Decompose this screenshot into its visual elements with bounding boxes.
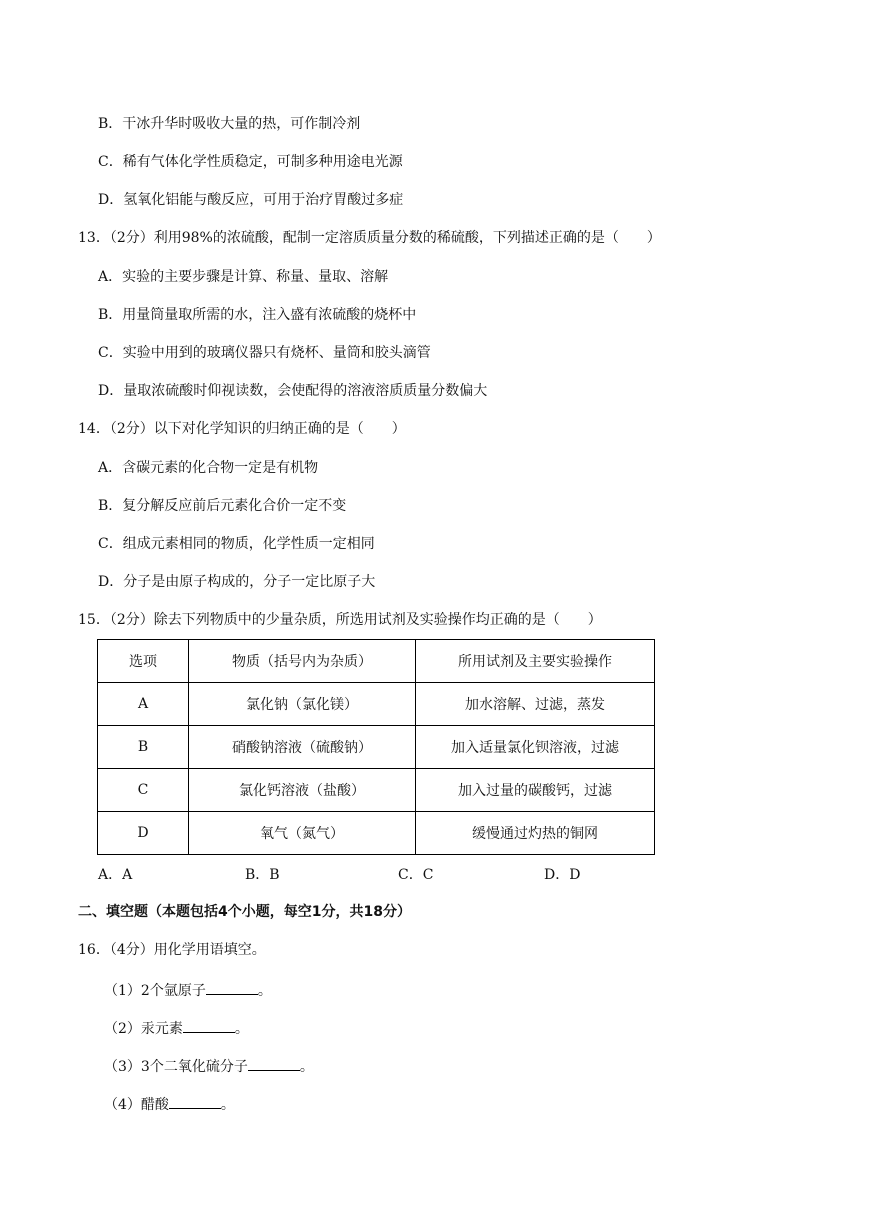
q16-item-label: （4）醋酸 (104, 1097, 169, 1113)
table-row (98, 683, 655, 726)
table-header-cell: 所用试剂及主要实验操作 (416, 640, 655, 683)
q13-option-d: D．量取浓硫酸时仰视读数，会使配得的溶液溶质质量分数偏大 (98, 383, 488, 399)
table-cell: B (98, 726, 189, 769)
q14-stem: 14．（2分）以下对化学知识的归纳正确的是（ ） (78, 421, 406, 437)
section-title: 二、填空题（本题包括4个小题，每空1分，共18分） (78, 904, 411, 920)
answer-blank[interactable] (183, 1018, 235, 1033)
answer-blank[interactable] (169, 1094, 221, 1109)
table-header-cell: 选项 (98, 640, 189, 683)
table-row (98, 726, 655, 769)
q16-stem: 16．（4分）用化学用语填空。 (78, 942, 266, 958)
q14-option-d: D．分子是由原子构成的，分子一定比原子大 (98, 574, 376, 590)
table-cell: 氧气（氮气） (189, 812, 416, 855)
q16-item-label: （2）汞元素 (104, 1021, 183, 1037)
table-header-row (98, 640, 655, 683)
q14-option-a: A．含碳元素的化合物一定是有机物 (98, 460, 319, 476)
q13-stem: 13．（2分）利用98%的浓硫酸，配制一定溶质质量分数的稀硫酸，下列描述正确的是（ ） (78, 230, 661, 246)
answer-blank[interactable] (248, 1056, 300, 1071)
table-cell: 加入过量的碳酸钙，过滤 (416, 769, 655, 812)
q12-option-b: B．干冰升华时吸收大量的热，可作制冷剂 (98, 116, 361, 132)
q16-item-end: 。 (299, 1059, 314, 1075)
q15-choice-b: B．B (245, 867, 280, 883)
q14-option-b: B．复分解反应前后元素化合价一定不变 (98, 498, 347, 514)
q16-item-4 (104, 1094, 235, 1114)
q16-item-label: （3）3个二氧化硫分子 (104, 1059, 248, 1075)
q16-item-label: （1）2个氩原子 (104, 983, 206, 999)
table-row (98, 769, 655, 812)
table-cell: D (98, 812, 189, 855)
table-cell: A (98, 683, 189, 726)
q15-stem: 15．（2分）除去下列物质中的少量杂质，所选用试剂及实验操作均正确的是（ ） (78, 612, 602, 628)
q13-option-b: B．用量筒量取所需的水，注入盛有浓硫酸的烧杯中 (98, 307, 417, 323)
table-row (98, 812, 655, 855)
table-cell: 硝酸钠溶液（硫酸钠） (189, 726, 416, 769)
q16-item-1 (104, 980, 272, 1000)
answer-blank[interactable] (206, 980, 258, 995)
q12-option-d: D．氢氧化铝能与酸反应，可用于治疗胃酸过多症 (98, 192, 404, 208)
table-cell: 氯化钠（氯化镁） (189, 683, 416, 726)
q14-option-c: C．组成元素相同的物质，化学性质一定相同 (98, 536, 375, 552)
q12-option-c: C．稀有气体化学性质稳定，可制多种用途电光源 (98, 154, 403, 170)
q16-item-2 (104, 1018, 249, 1038)
table-header-cell: 物质（括号内为杂质） (189, 640, 416, 683)
q15-choice-d: D．D (544, 867, 581, 883)
q16-item-end: 。 (220, 1097, 235, 1113)
q15-table (97, 639, 655, 855)
q15-choice-a: A．A (98, 867, 133, 883)
q16-item-3 (104, 1056, 314, 1076)
table-cell: C (98, 769, 189, 812)
q15-choice-c: C．C (398, 867, 434, 883)
table-cell: 加水溶解、过滤，蒸发 (416, 683, 655, 726)
q16-item-end: 。 (234, 1021, 249, 1037)
table-cell: 氯化钙溶液（盐酸） (189, 769, 416, 812)
q13-option-a: A．实验的主要步骤是计算、称量、量取、溶解 (98, 269, 389, 285)
table-cell: 缓慢通过灼热的铜网 (416, 812, 655, 855)
table-cell: 加入适量氯化钡溶液，过滤 (416, 726, 655, 769)
q16-item-end: 。 (257, 983, 272, 999)
q13-option-c: C．实验中用到的玻璃仪器只有烧杯、量筒和胶头滴管 (98, 345, 431, 361)
